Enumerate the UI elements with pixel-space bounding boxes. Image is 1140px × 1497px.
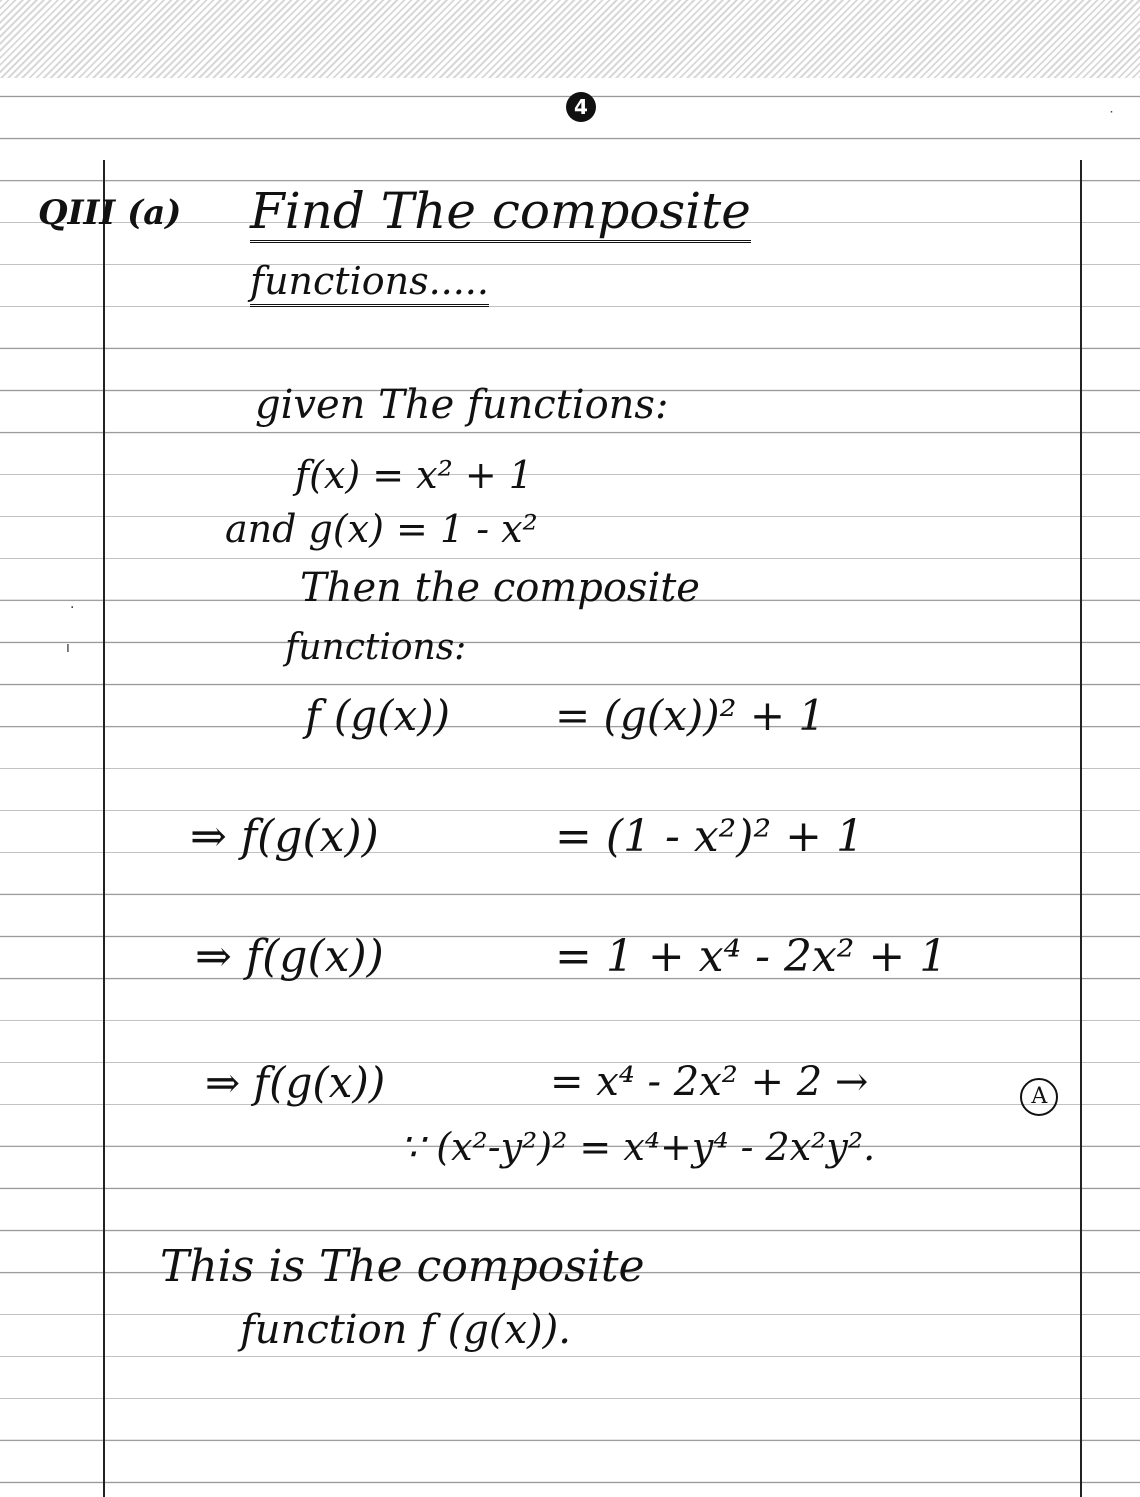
page-number-badge: 4 [566, 92, 596, 122]
g-definition: and g(x) = 1 - x² [225, 507, 538, 551]
question-title-line2: functions..... [250, 262, 489, 307]
conclusion-line1: This is The composite [160, 1241, 645, 1292]
given-intro: given The functions: [255, 382, 669, 428]
answer-marker-circle: A [1020, 1078, 1058, 1116]
step-3-rhs: = 1 + x⁴ - 2x² + 1 [555, 931, 948, 982]
then-line1: Then the composite [300, 565, 700, 611]
identity-note: ∵ (x²-y²)² = x⁴+y⁴ - 2x²y². [400, 1125, 876, 1169]
step-3-lhs: ⇒ f(g(x)) [195, 931, 384, 982]
step-4-lhs: ⇒ f(g(x)) [205, 1058, 386, 1107]
answer-marker [1000, 1062, 1058, 1132]
question-title-line1: Find The composite [250, 186, 751, 243]
stray-mark: ˙ [1108, 110, 1115, 126]
step-1-rhs: = (g(x))² + 1 [555, 691, 826, 740]
step-4-rhs: = x⁴ - 2x² + 2 → [550, 1059, 869, 1105]
step-1-lhs: f (g(x)) [305, 691, 451, 740]
f-definition: f(x) = x² + 1 [295, 453, 533, 497]
step-2-lhs: ⇒ f(g(x)) [190, 811, 379, 862]
stray-mark: · [70, 600, 75, 616]
then-line2: functions: [285, 627, 467, 668]
question-label: QIII (a) [38, 193, 182, 233]
stray-mark: ı [66, 640, 70, 656]
left-margin-line [103, 160, 105, 1497]
conclusion-line2: function f (g(x)). [240, 1307, 571, 1353]
perforated-top-edge [0, 0, 1140, 78]
right-margin-line [1080, 160, 1082, 1497]
step-2-rhs: = (1 - x²)² + 1 [555, 811, 864, 862]
